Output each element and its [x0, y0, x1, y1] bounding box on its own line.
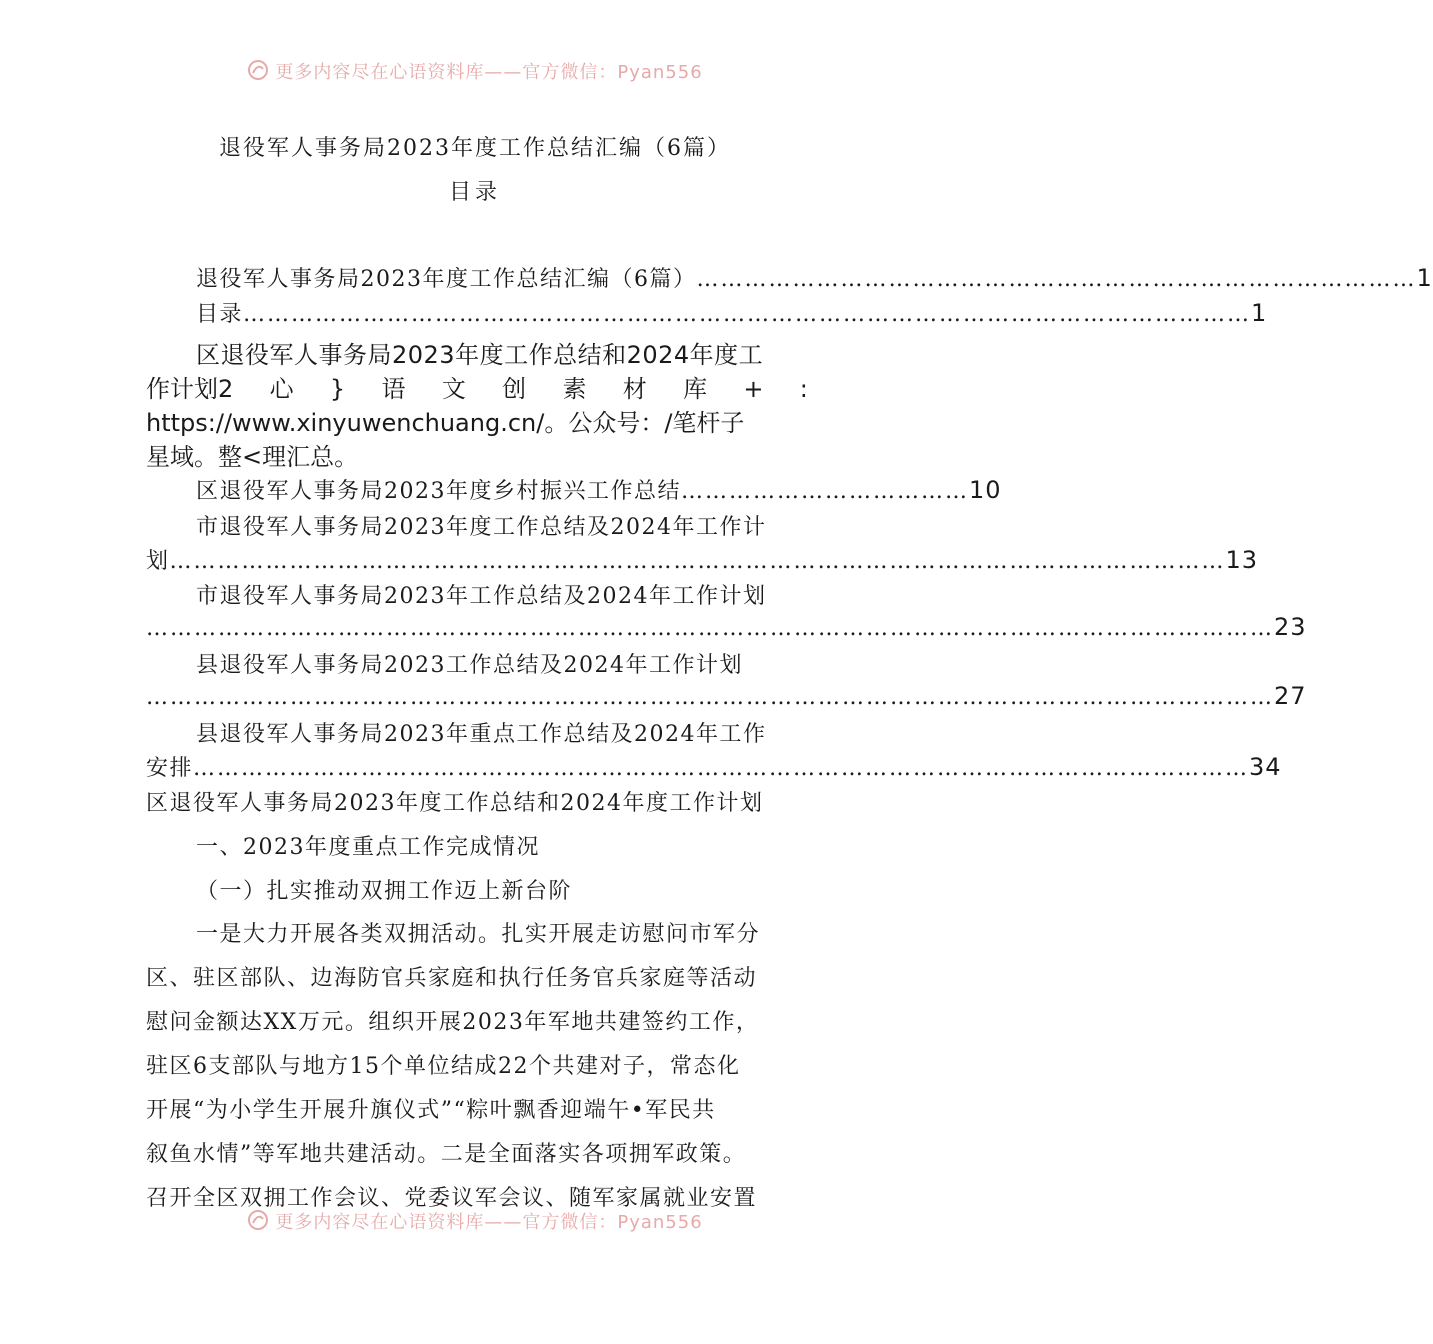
spread-char: 材 [622, 375, 647, 403]
toc-bold-line: 星域。整<理汇总。 [146, 443, 359, 471]
toc-leader-dots: …………………………………………………………………………………………………………………… [169, 549, 1226, 574]
paragraph-line: 区、驻区部队、边海防官兵家庭和执行任务官兵家庭等活动 [146, 966, 758, 991]
toc-bold-url-line: https://www.xinyuwenchuang.cn/。公众号：/笔杆子 [146, 409, 745, 437]
section-heading: 区退役军人事务局2023年度工作总结和2024年度工作计划 [146, 791, 764, 816]
spread-char: 库 [683, 375, 708, 403]
paragraph-line: 一是大力开展各类双拥活动。扎实开展走访慰问市军分 [196, 922, 761, 947]
paragraph-line: 召开全区双拥工作会议、党委议军会议、随军家属就业安置 [146, 1186, 758, 1211]
toc-page-number: 10 [969, 476, 1002, 504]
toc-entry[interactable] [146, 544, 1259, 578]
toc-page-number: 27 [1274, 682, 1307, 710]
toc-entry-text: 目录 [196, 302, 244, 327]
spread-char: : [799, 375, 808, 403]
toc-leader-dots: …………………………………………………………………………………………………………………………… [146, 616, 1274, 641]
toc-leader-dots: …………………………………………………………………………………………………………………………… [146, 685, 1274, 710]
paragraph-line: 开展“为小学生开展升旗仪式”“粽叶飘香迎端午•军民共 [146, 1098, 716, 1123]
toc-leader-dots: …………………………………………………………………………………………………………………… [193, 756, 1250, 781]
paragraph-line: 驻区6支部队与地方15个单位结成22个共建对子，常态化 [146, 1054, 741, 1079]
toc-entry-text: 划 [146, 549, 170, 574]
toc-heading: 目录 [448, 180, 501, 205]
toc-entry-bold[interactable] [146, 338, 808, 474]
toc-entry[interactable] [146, 682, 1307, 716]
paragraph-line: 慰问金额达XX万元。组织开展2023年军地共建签约工作， [146, 1010, 760, 1035]
spread-char: 文 [441, 375, 466, 403]
toc-leader-dots: ……………………………………………………………………………… [696, 267, 1417, 292]
toc-entry-text: 区退役军人事务局2023年度乡村振兴工作总结 [196, 479, 681, 504]
toc-entry[interactable] [196, 474, 1002, 508]
toc-page-number: 23 [1274, 613, 1307, 641]
watermark-bottom [0, 1208, 950, 1234]
watermark-top [0, 58, 950, 84]
spread-char: } [329, 375, 346, 403]
spread-char: 创 [502, 375, 527, 403]
spread-char: 素 [562, 375, 587, 403]
spread-char: 语 [381, 375, 406, 403]
toc-entry-text: 安排 [146, 756, 194, 781]
spread-char: 作计划2 [146, 375, 234, 403]
paragraph-line: 叙鱼水情”等军地共建活动。二是全面落实各项拥军政策。 [146, 1142, 747, 1167]
toc-entry[interactable] [146, 751, 1282, 785]
section-title: 一、2023年度重点工作完成情况 [196, 835, 540, 860]
toc-page-number: 1 [1416, 264, 1433, 292]
document-title: 退役军人事务局2023年度工作总结汇编（6篇） [219, 136, 731, 161]
toc-page-number: 34 [1249, 753, 1282, 781]
watermark-text: 更多内容尽在心语资料库——官方微信：Pyan556 [275, 62, 703, 83]
spread-char: 心 [269, 375, 294, 403]
toc-page-number: 13 [1225, 546, 1259, 574]
watermark-logo-icon [247, 59, 269, 81]
subsection-title: （一）扎实推动双拥工作迈上新台阶 [196, 879, 573, 904]
toc-leader-dots: ……………………………………………………………………………………………………………… [243, 302, 1252, 327]
watermark-text: 更多内容尽在心语资料库——官方微信：Pyan556 [275, 1212, 703, 1233]
toc-entry-text: 退役军人事务局2023年度工作总结汇编（6篇） [196, 267, 697, 292]
toc-entry[interactable] [196, 297, 1268, 331]
toc-entry-text[interactable]: 市退役军人事务局2023年工作总结及2024年工作计划 [196, 584, 767, 609]
toc-entry-text[interactable]: 县退役军人事务局2023年重点工作总结及2024年工作 [196, 722, 767, 747]
watermark-logo-icon [247, 1209, 269, 1231]
toc-entry[interactable] [196, 262, 1433, 296]
toc-page-number: 1 [1251, 299, 1268, 327]
spread-char: + [743, 375, 764, 403]
toc-entry-text[interactable]: 县退役军人事务局2023工作总结及2024年工作计划 [196, 653, 743, 678]
toc-entry-text[interactable]: 市退役军人事务局2023年度工作总结及2024年工作计 [196, 515, 767, 540]
toc-bold-line-spread [146, 372, 808, 406]
toc-bold-line: 区退役军人事务局2023年度工作总结和2024年度工 [196, 341, 764, 369]
toc-leader-dots: ……………………………… [681, 479, 969, 504]
toc-entry[interactable] [146, 613, 1307, 647]
